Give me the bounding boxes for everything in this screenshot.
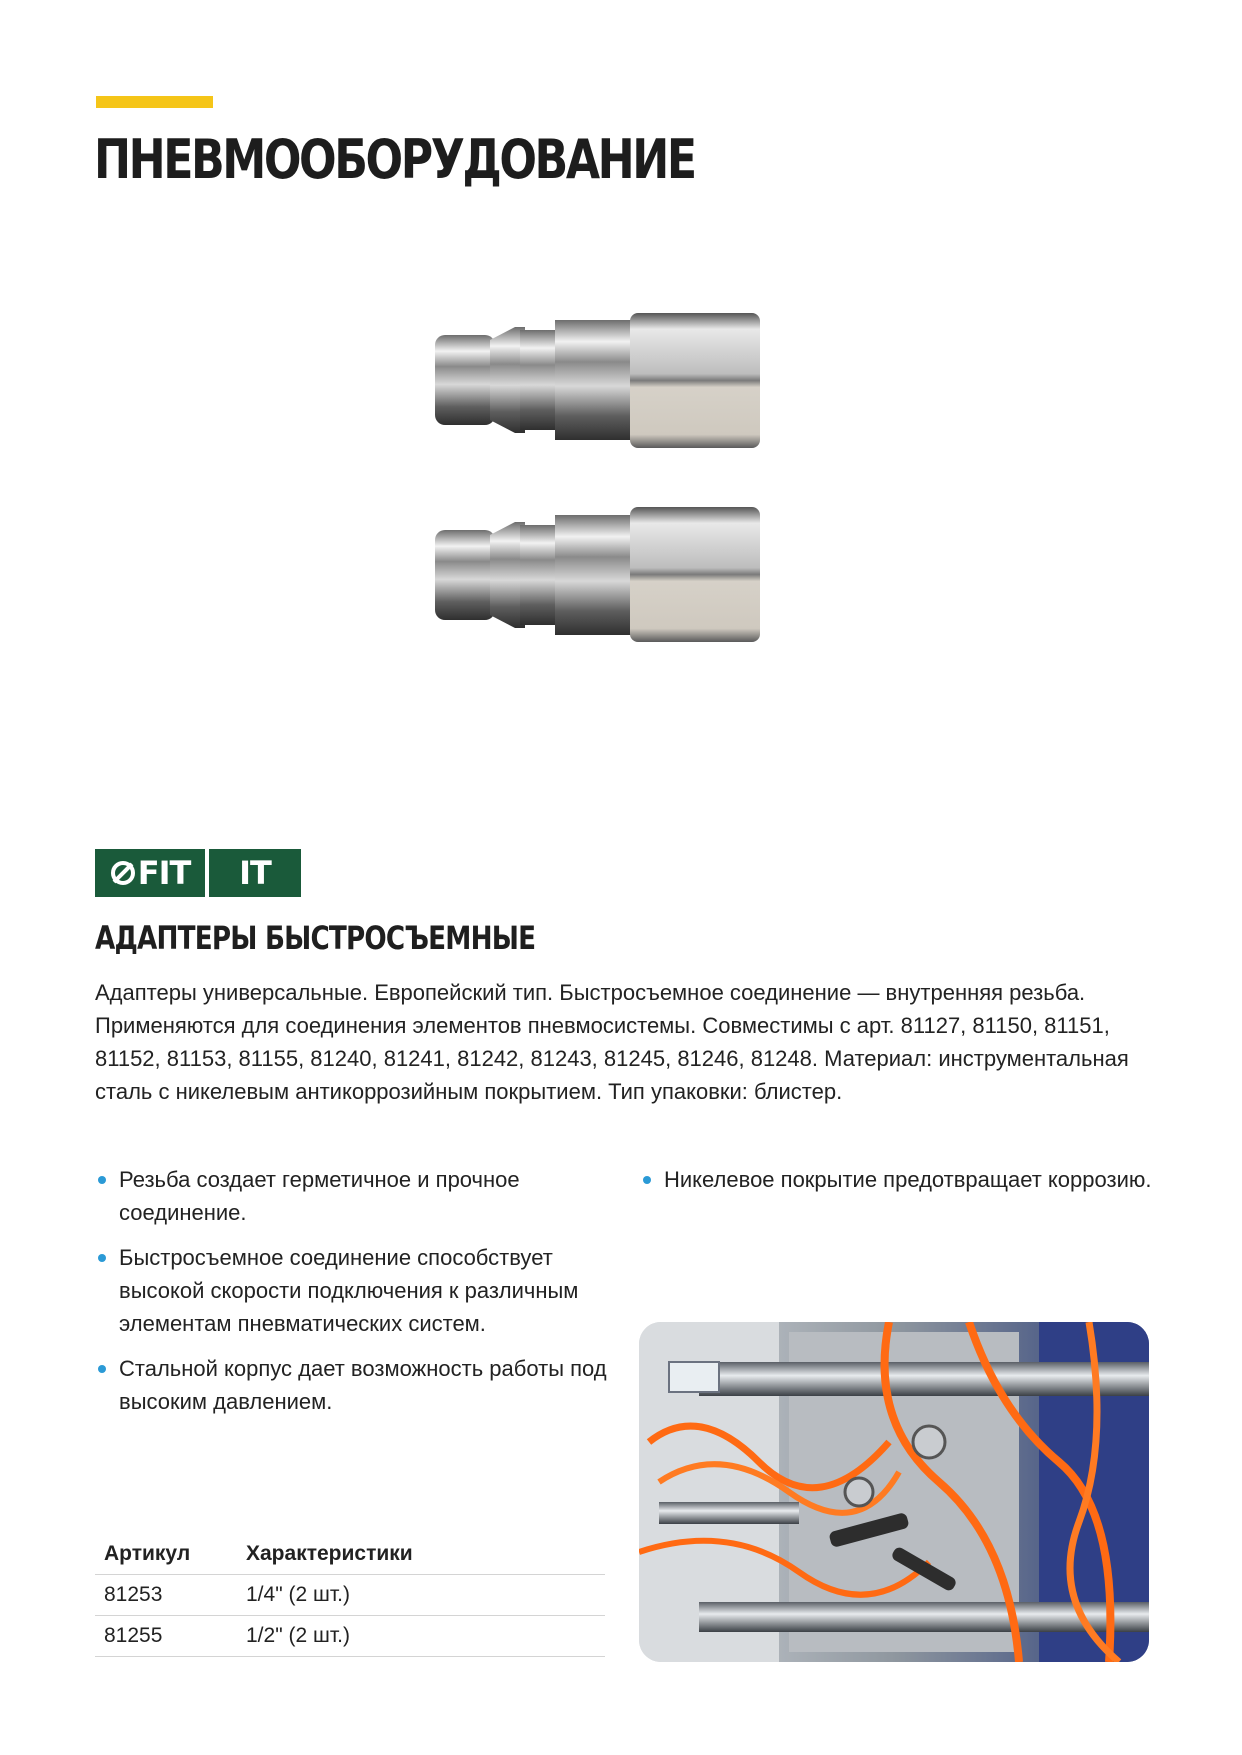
brand-logo <box>95 849 301 897</box>
list-item: Резьба создает герметичное и прочное соединение. <box>95 1163 615 1229</box>
brand-it-label: IT <box>239 854 271 892</box>
spec-table <box>95 1534 605 1657</box>
brand-it-box <box>209 849 301 897</box>
table-row <box>95 1575 605 1616</box>
table-header-row <box>95 1534 605 1575</box>
table-cell: 81255 <box>95 1616 237 1657</box>
page-title: ПНЕВМООБОРУДОВАНИЕ <box>94 128 695 191</box>
table-cell: 1/4" (2 шт.) <box>237 1575 605 1616</box>
table-row <box>95 1616 605 1657</box>
list-item: Быстросъемное соединение способствует высокой скорости подключения к различным элементам пневматических систем. <box>95 1241 615 1340</box>
features-left-list <box>95 1163 615 1430</box>
product-image <box>400 285 830 715</box>
adapter-bottom <box>435 507 760 642</box>
column-header-article: Артикул <box>95 1534 237 1575</box>
bullet-dot-icon <box>643 1176 651 1184</box>
bullet-dot-icon <box>98 1365 106 1373</box>
fit-logo-icon <box>110 860 136 886</box>
adapter-top <box>435 313 760 448</box>
brand-fit-label: FIT <box>137 854 191 892</box>
column-header-specs: Характеристики <box>237 1534 605 1575</box>
product-title: АДАПТЕРЫ БЫСТРОСЪЕМНЫЕ <box>95 919 536 957</box>
bullet-dot-icon <box>98 1254 106 1262</box>
product-description: Адаптеры универсальные. Европейский тип. Быстросъемное соединение — внутренняя резьба. Применяются для соединения элементов пневмосистемы. Совместимы с арт. 81127, 81150, 81151, 81152, 81153, 81155, 81240, 81241, 81242, 81243, 81245, 81246, 81248. Материал: инструментальная сталь с никелевым антикоррозийным покрытием. Тип упаковки: блистер. <box>95 980 1129 1104</box>
table-cell: 81253 <box>95 1575 237 1616</box>
features-right-list <box>640 1163 1160 1208</box>
list-item: Никелевое покрытие предотвращает коррозию. <box>640 1163 1160 1196</box>
application-photo <box>639 1322 1149 1662</box>
bullet-dot-icon <box>98 1176 106 1184</box>
accent-bar <box>96 96 213 108</box>
list-item: Стальной корпус дает возможность работы под высоким давлением. <box>95 1352 615 1418</box>
table-cell: 1/2" (2 шт.) <box>237 1616 605 1657</box>
brand-fit-box <box>95 849 205 897</box>
